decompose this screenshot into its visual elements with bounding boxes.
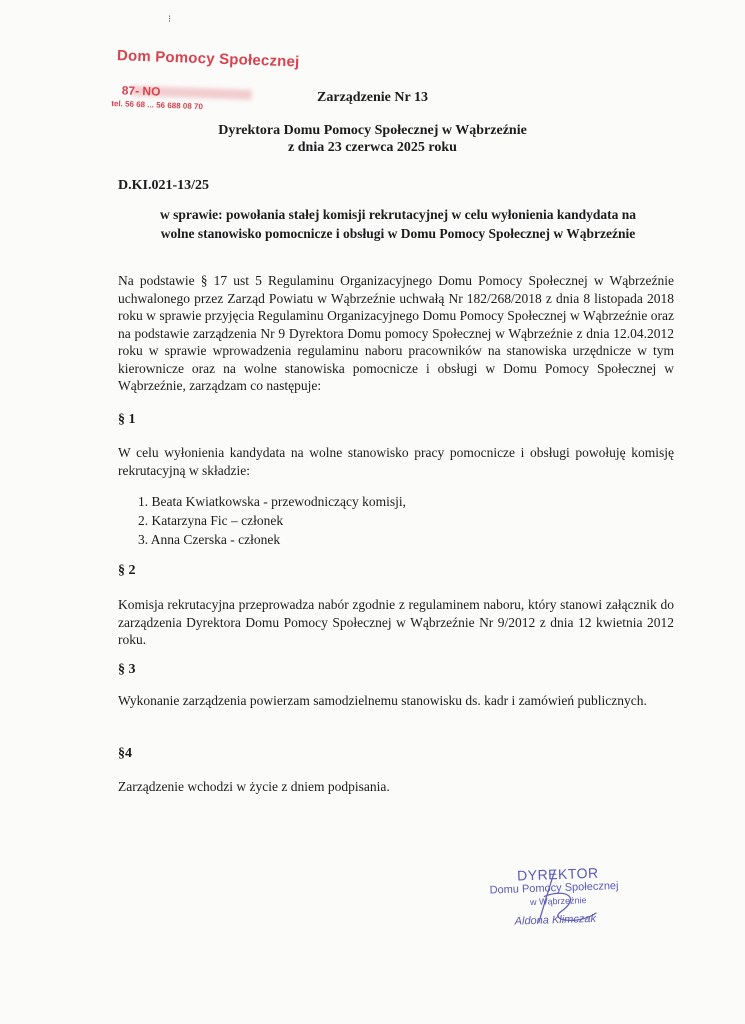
director-signature-stamp [485, 863, 637, 938]
stamp-line-2: 87- NO [121, 83, 161, 99]
signature-institution: Domu Pomocy Społecznej [489, 879, 619, 897]
scan-mark: ⁝ [168, 14, 172, 25]
section-2-heading: § 2 [118, 563, 136, 578]
stamp-line-3: tel. 56 68 ... 56 688 08 70 [111, 98, 204, 112]
reference-number: D.KI.021-13/25 [118, 178, 209, 193]
document-subtitle-2: z dnia 23 czerwca 2025 roku [288, 140, 457, 155]
section-3-text: Wykonanie zarządzenia powierzam samodzielnemu stanowisku ds. kadr i zamówień publicznych. [118, 693, 647, 708]
signature-title: DYREKTOR [516, 864, 599, 884]
signature-location: w Wąbrzeźnie [529, 895, 587, 908]
list-item: 3. Anna Czerska - członek [138, 532, 281, 547]
preamble-paragraph: Na podstawie § 17 ust 5 Regulaminu Organizacyjnego Domu Pomocy Społecznej w Wąbrzeźnie uchwalonego przez Zarząd Powiatu w Wąbrzeźnie uchwałą Nr 182/268/2018 z dnia 8 listopada 2018 roku w sprawie przyjęcia Regulaminu Organizacyjnego Domu Pomocy Społecznej w Wąbrzeźnie oraz na podstawie zarządzenia Nr 9 Dyrektora Domu pomocy Społecznej w Wąbrzeźnie z dnia 12.04.2012 roku w sprawie wprowadzenia regulaminu naboru pracowników na stanowiska urzędnicze w tym kierownicze oraz na wolne stanowiska pomocnicze i obsługi w Domu Pomocy Społecznej w Wąbrzeźnie, zarządzam co następuje: [118, 273, 674, 393]
document-title: Zarządzenie Nr 13 [317, 90, 428, 105]
section-1-text: W celu wyłonienia kandydata na wolne stanowisko pracy pomocnicze i obsługi powołuję komisję rekrutacyjną w składzie: [118, 445, 674, 478]
committee-members-list [138, 492, 406, 549]
section-4-heading: §4 [118, 746, 132, 761]
section-1-heading: § 1 [118, 412, 136, 427]
subject-line-1: w sprawie: powołania stałej komisji rekrutacyjnej w celu wyłonienia kandydata na [159, 207, 636, 222]
subject-line-2: wolne stanowisko pomocnicze i obsługi w Domu Pomocy Społecznej w Wąbrzeźnie [160, 226, 636, 241]
list-item: 2. Katarzyna Fic – członek [138, 513, 284, 528]
section-2-text: Komisja rekrutacyjna przeprowadza nabór zgodnie z regulaminem naboru, który stanowi załącznik do zarządzenia Dyrektora Domu Pomocy Społecznej w Wąbrzeźnie Nr 9/2012 z dnia 12 kwietnia 2012 roku. [118, 597, 674, 647]
list-item: 1. Beata Kwiatkowska - przewodniczący komisji, [138, 494, 407, 509]
institution-stamp [111, 47, 300, 123]
signature-name: Aldona Klimczak [514, 912, 597, 928]
stamp-line-1: Dom Pomocy Społecznej [116, 47, 300, 71]
section-4-text: Zarządzenie wchodzi w życie z dniem podpisania. [118, 779, 390, 794]
section-3-heading: § 3 [118, 662, 136, 677]
subject [118, 205, 678, 243]
document-subtitle-1: Dyrektora Domu Pomocy Społecznej w Wąbrzeźnie [218, 123, 527, 138]
